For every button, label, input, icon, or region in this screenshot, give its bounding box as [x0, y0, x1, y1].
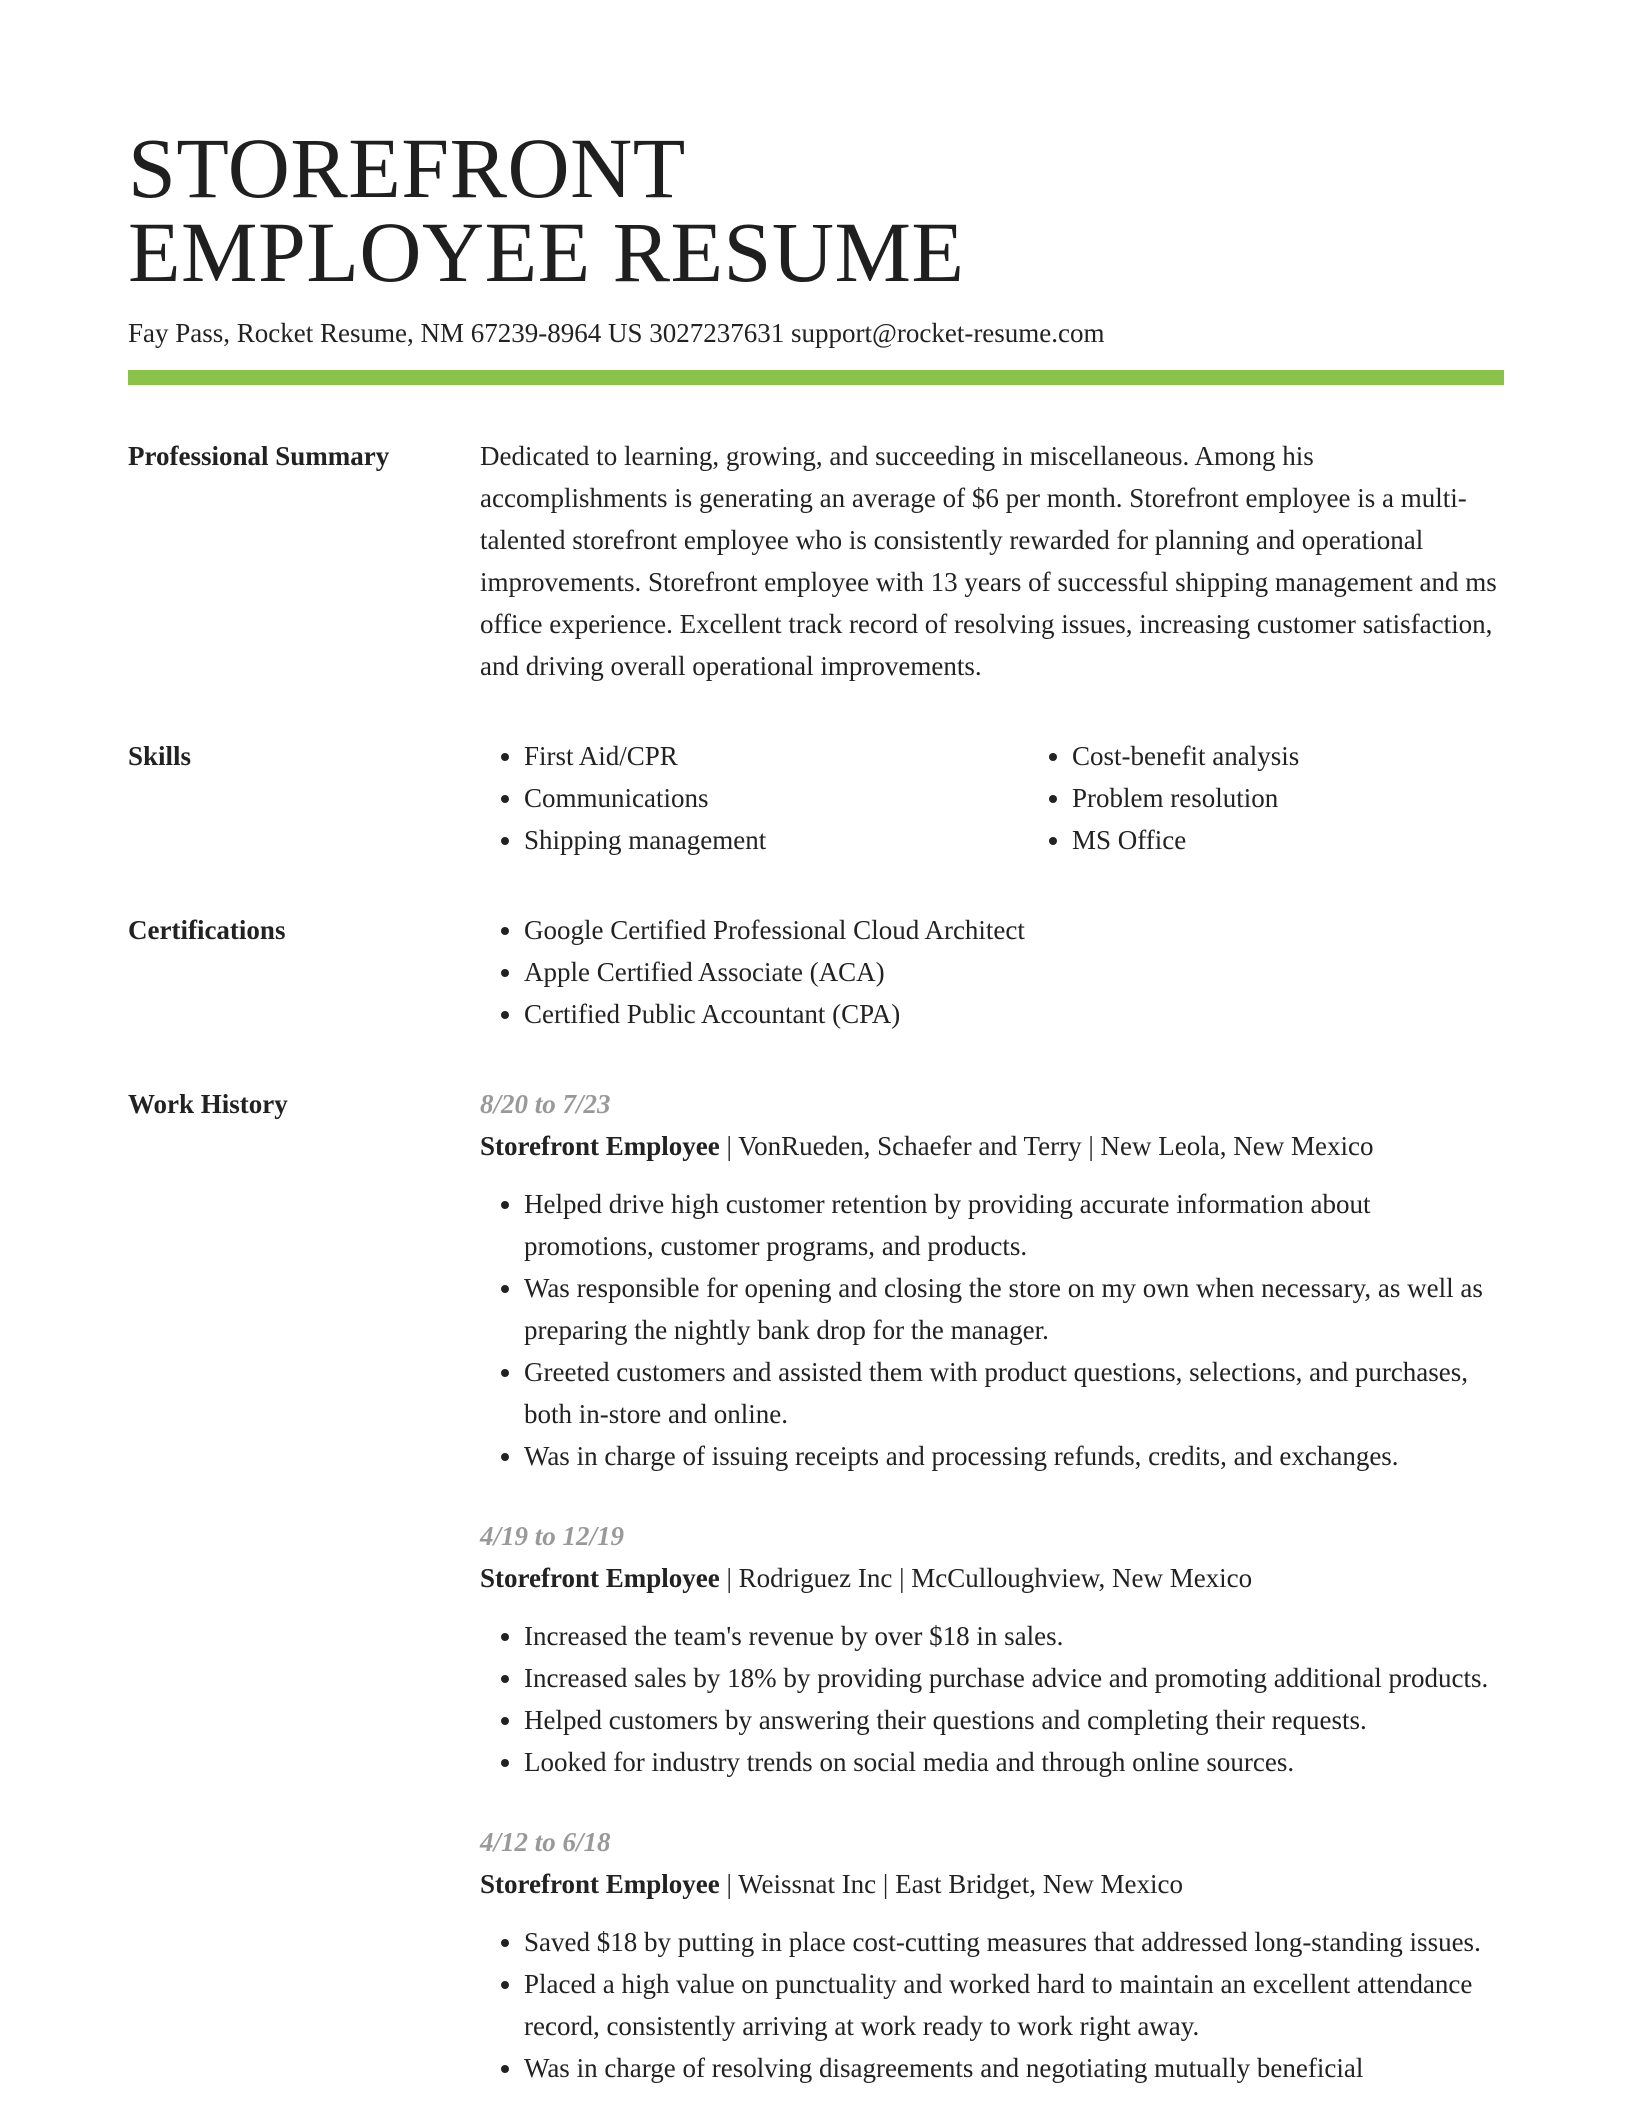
job-bullets	[480, 1615, 1504, 1783]
work-history-heading: Work History	[128, 1089, 288, 1119]
skills-column-1	[480, 735, 1028, 861]
certification-item: • Certified Public Accountant (CPA)	[524, 993, 1504, 1035]
skills-heading: Skills	[128, 741, 192, 771]
job-dates: 8/20 to 7/23	[480, 1089, 611, 1119]
contact-phone: 3027237631	[649, 318, 785, 348]
job-bullet: • Increased sales by 18% by providing purchase advice and promoting additional products.	[524, 1657, 1504, 1699]
job-bullets	[480, 1921, 1504, 2089]
skill-item: • First Aid/CPR	[524, 735, 1028, 777]
contact-line	[128, 316, 1504, 350]
job-entry	[480, 1821, 1504, 2089]
job-header	[480, 1557, 1504, 1599]
resume-page	[128, 120, 1504, 2127]
job-bullet: • Saved $18 by putting in place cost-cutting measures that addressed long-standing issues.	[524, 1921, 1504, 1963]
skill-item: • Cost-benefit analysis	[1072, 735, 1576, 777]
skills-section	[128, 735, 1504, 861]
skill-item: • Problem resolution	[1072, 777, 1576, 819]
certifications-list	[480, 909, 1504, 1035]
job-bullet: • Helped customers by answering their questions and completing their requests.	[524, 1699, 1504, 1741]
job-details: | VonRueden, Schaefer and Terry | New Leola, New Mexico	[719, 1131, 1374, 1161]
skill-item: • Communications	[524, 777, 1028, 819]
summary-text: Dedicated to learning, growing, and succeeding in miscellaneous. Among his accomplishments is generating an average of $6 per month. Storefront employee is a multi-talented storefront employee who is consistently rewarded for planning and operational improvements. Storefront employee with 13 years of successful shipping management and ms office experience. Excellent track record of resolving issues, increasing customer satisfaction, and driving overall operational improvements.	[480, 441, 1497, 681]
certification-item: • Google Certified Professional Cloud Architect	[524, 909, 1504, 951]
summary-section	[128, 435, 1504, 687]
job-entry	[480, 1515, 1504, 1783]
job-title: Storefront Employee	[480, 1131, 720, 1161]
job-dates: 4/12 to 6/18	[480, 1827, 611, 1857]
job-bullet: • Looked for industry trends on social media and through online sources.	[524, 1741, 1504, 1783]
job-entry	[480, 1083, 1504, 1477]
job-header	[480, 1863, 1504, 1905]
certification-item: • Apple Certified Associate (ACA)	[524, 951, 1504, 993]
job-details: | Weissnat Inc | East Bridget, New Mexico	[719, 1869, 1184, 1899]
job-title: Storefront Employee	[480, 1563, 720, 1593]
job-dates: 4/19 to 12/19	[480, 1521, 625, 1551]
work-history-section	[128, 1083, 1504, 2127]
job-bullet: • Helped drive high customer retention by providing accurate information about promotions, customer programs, and products.	[524, 1183, 1504, 1267]
job-bullet: • Was responsible for opening and closing the store on my own when necessary, as well as preparing the nightly bank drop for the manager.	[524, 1267, 1504, 1351]
contact-address: Fay Pass, Rocket Resume, NM 67239-8964 US	[128, 318, 643, 348]
title-line-1: STOREFRONT	[128, 120, 686, 216]
certifications-section	[128, 909, 1504, 1035]
accent-divider	[128, 370, 1504, 385]
contact-email: support@rocket-resume.com	[791, 318, 1105, 348]
job-bullets	[480, 1183, 1504, 1477]
job-bullet: • Placed a high value on punctuality and worked hard to maintain an excellent attendance record, consistently arriving at work ready to work right away.	[524, 1963, 1504, 2047]
skills-column-2	[1028, 735, 1576, 861]
summary-heading: Professional Summary	[128, 441, 390, 471]
title-line-2: EMPLOYEE RESUME	[128, 204, 965, 300]
job-bullet: • Increased the team's revenue by over $18 in sales.	[524, 1615, 1504, 1657]
job-details: | Rodriguez Inc | McCulloughview, New Mexico	[719, 1563, 1253, 1593]
job-header	[480, 1125, 1504, 1167]
job-bullet: • Was in charge of resolving disagreements and negotiating mutually beneficial	[524, 2047, 1504, 2089]
resume-title	[128, 120, 1504, 300]
job-bullet: • Greeted customers and assisted them with product questions, selections, and purchases, both in-store and online.	[524, 1351, 1504, 1435]
job-title: Storefront Employee	[480, 1869, 720, 1899]
certifications-heading: Certifications	[128, 915, 286, 945]
skill-item: • MS Office	[1072, 819, 1576, 861]
job-bullet: • Was in charge of issuing receipts and processing refunds, credits, and exchanges.	[524, 1435, 1504, 1477]
skill-item: • Shipping management	[524, 819, 1028, 861]
